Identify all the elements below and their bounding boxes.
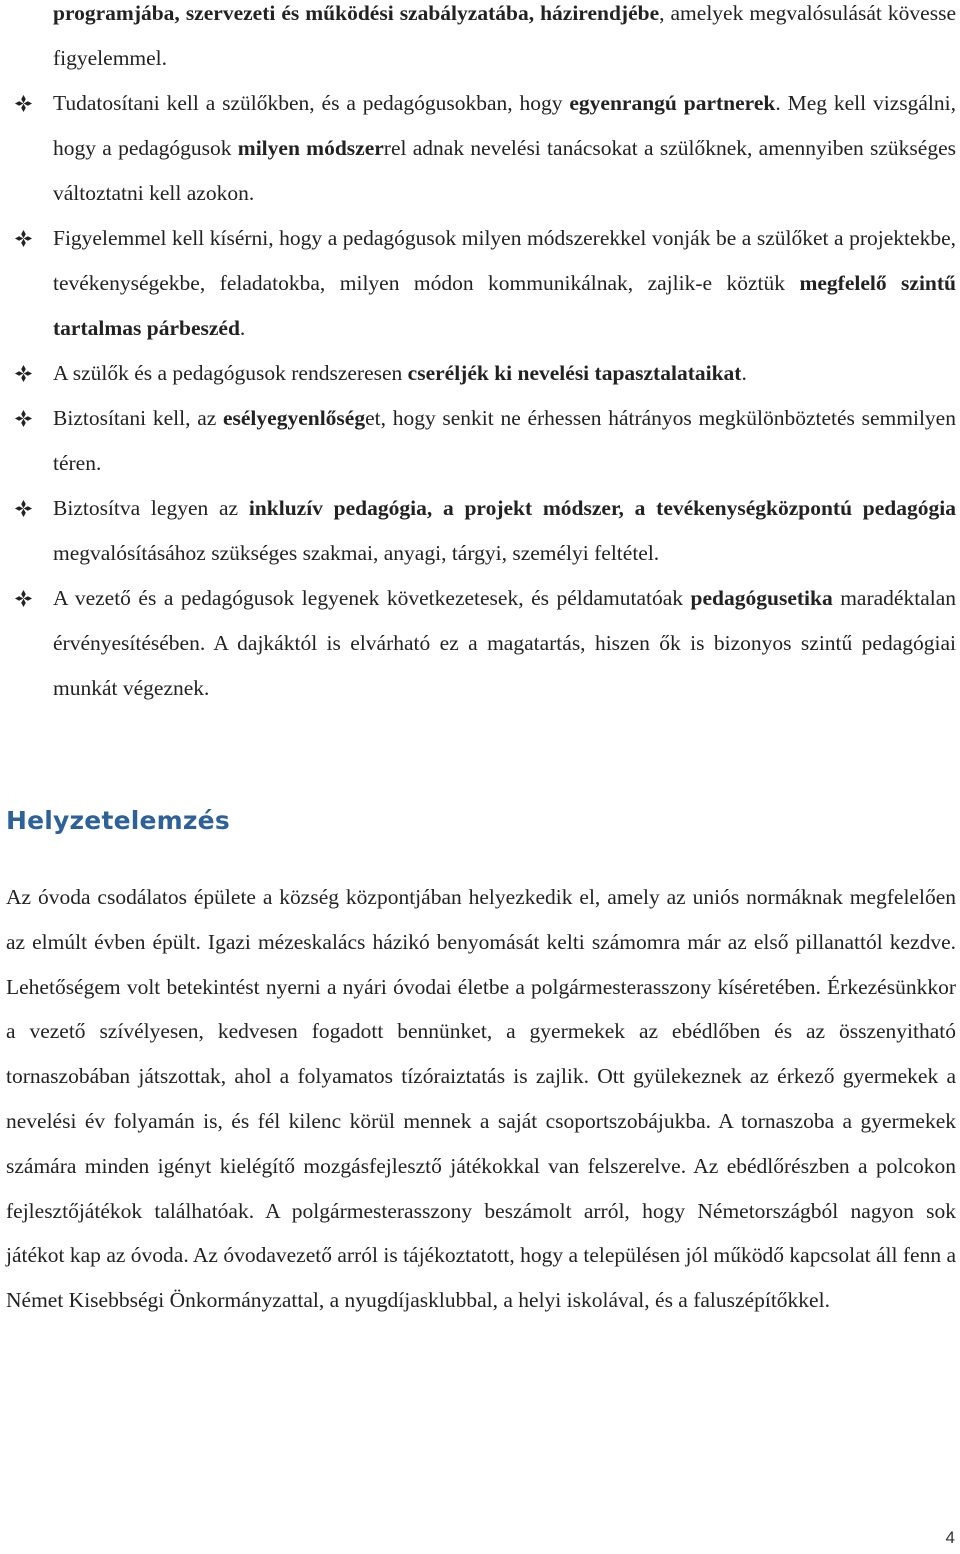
bold-phrase: cseréljék ki nevelési tapasztalataikat	[407, 361, 742, 385]
diamond-bullet-icon	[12, 576, 34, 621]
text-run: Tudatosítani kell a szülőkben, és a pedagógusokban, hogy	[53, 91, 570, 115]
text-run: . Meg kell vizsgálni, hogy a pedagógusok	[53, 91, 956, 160]
text-run: Figyelemmel kell kísérni, hogy a pedagógusok milyen módszerekkel vonják be a szülőket a projektekbe, tevékenységekbe, feladatokba, milyen módon kommunikálnak, zajlik-e köztük	[53, 226, 956, 295]
section-heading: Helyzetelemzés	[6, 806, 230, 835]
bullet-item-continuation	[6, 0, 956, 81]
bullet-text	[53, 361, 747, 385]
bold-phrase: milyen módszer	[237, 136, 384, 160]
text-run: .	[239, 316, 246, 340]
bold-phrase: megfelelő szintű tartalmas párbeszéd	[53, 271, 956, 340]
diamond-bullet-icon	[12, 486, 34, 531]
bullet-text	[53, 91, 956, 205]
bullet-item	[6, 81, 956, 216]
text-run: rel adnak nevelési tanácsokat a szülőknek, amennyiben szükséges változtatni kell azokon.	[53, 136, 957, 205]
text-run: .	[741, 361, 747, 385]
bold-phrase: programjába, szervezeti és működési szabályzatába, házirendjébe	[53, 1, 660, 25]
bullet-item	[6, 576, 956, 711]
bullet-item	[6, 486, 956, 576]
bullet-text	[53, 226, 956, 340]
bold-phrase: esélyegyenlőség	[222, 406, 366, 430]
text-run: megvalósításához szükséges szakmai, anyagi, tárgyi, személyi feltétel.	[53, 541, 660, 565]
text-run: , amelyek megvalósulását kövesse figyelemmel.	[53, 1, 956, 70]
text-run: Biztosítani kell, az	[53, 406, 223, 430]
text-run: et, hogy senkit ne érhessen hátrányos megkülönböztetés semmilyen téren.	[53, 406, 956, 475]
text-run: A vezető és a pedagógusok legyenek következetesek, és példamutatóak	[53, 586, 691, 610]
diamond-bullet-icon	[12, 216, 34, 261]
bullet-text	[53, 406, 956, 475]
text-run: maradéktalan érvényesítésében. A dajkáktól is elvárható ez a magatartás, hiszen ők is bizonyos szintű pedagógiai munkát végeznek.	[53, 586, 957, 700]
page-number: 4	[945, 1528, 955, 1547]
bold-phrase: inkluzív pedagógia, a projekt módszer, a tevékenységközpontú pedagógia	[248, 496, 956, 520]
bullet-item	[6, 216, 956, 351]
diamond-bullet-icon	[12, 396, 34, 441]
bullet-list	[6, 0, 956, 711]
bold-phrase: pedagógusetika	[690, 586, 833, 610]
text-run: Biztosítva legyen az	[53, 496, 249, 520]
bullet-item	[6, 351, 956, 396]
bullet-text	[53, 496, 956, 565]
text-run: A szülők és a pedagógusok rendszeresen	[53, 361, 408, 385]
bullet-text	[53, 586, 956, 700]
diamond-bullet-icon	[12, 351, 34, 396]
bullet-text	[53, 1, 956, 70]
bullet-item	[6, 396, 956, 486]
diamond-bullet-icon	[12, 81, 34, 126]
bold-phrase: egyenrangú partnerek	[569, 91, 776, 115]
section-paragraph: Az óvoda csodálatos épülete a község központjában helyezkedik el, amely az uniós normáknak megfelelően az elmúlt évben épült. Igazi mézeskalács házikó benyomását kelti számomra már az első pillanattól kezdve. Lehetőségem volt betekintést nyerni a nyári óvodai életbe a polgármesterasszony kíséretében. Érkezésünkkor a vezető szívélyesen, kedvesen fogadott bennünket, a gyermekek az ebédlőben és az összenyitható tornaszobában játszottak, ahol a folyamatos tízóraiztatás is zajlik. Ott gyülekeznek az érkező gyermekek a nevelési év folyamán is, és fél kilenc körül mennek a saját csoportszobájukba. A tornaszoba a gyermekek számára minden igényt kielégítő mozgásfejlesztő játékokkal van felszerelve. Az ebédlőrészben a polcokon fejlesztőjátékok találhatóak. A polgármesterasszony beszámolt arról, hogy Németországból nagyon sok játékot kap az óvoda. Az óvodavezető arról is tájékoztatott, hogy a településen jól működő kapcsolat áll fenn a Német Kisebbségi Önkormányzattal, a nyugdíjasklubbal, a helyi iskolával, és a faluszépítőkkel.	[6, 885, 956, 1313]
